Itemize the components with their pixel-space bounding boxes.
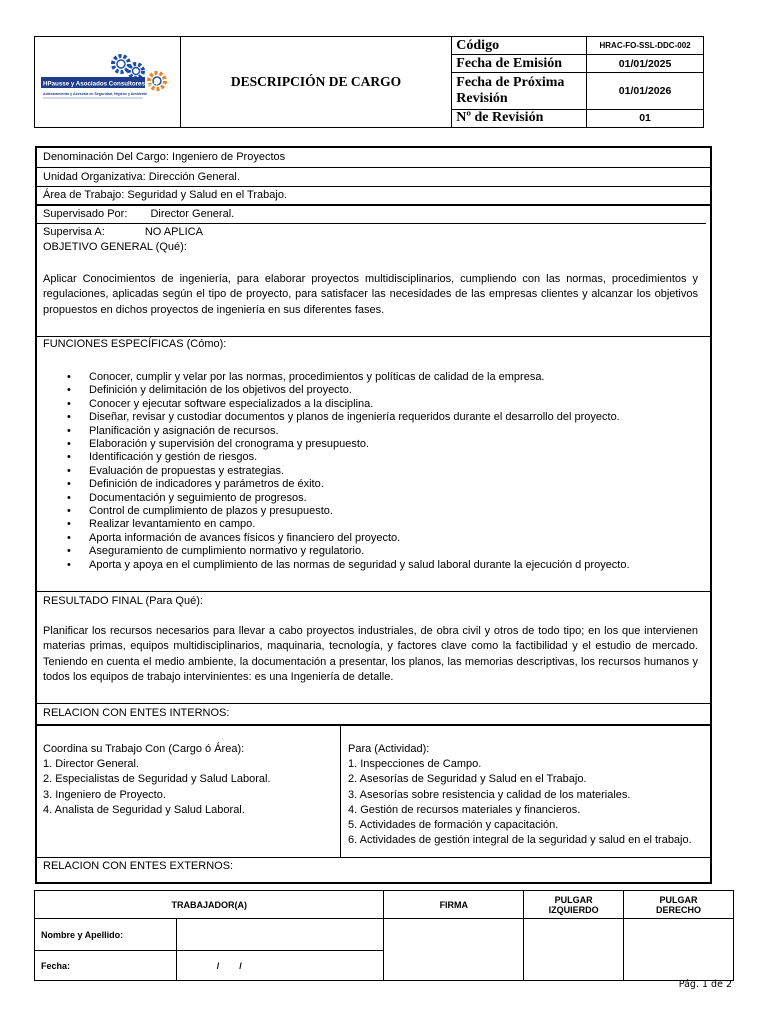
area-row: Área de Trabajo: Seguridad y Salud en el Trabajo.: [37, 187, 710, 206]
nombre-label: Nombre y Apellido:: [35, 919, 177, 951]
pulgar-der-line1: PULGAR: [659, 894, 698, 905]
nombre-field[interactable]: [176, 919, 384, 951]
pulgar-derecho-field[interactable]: [624, 919, 734, 981]
para-column: [348, 742, 708, 849]
funciones-list: [67, 371, 630, 572]
supervisado-label: Supervisado Por:: [43, 208, 128, 220]
pulgar-izq-line2: IZQUIERDO: [548, 904, 599, 915]
pulgar-izq-line1: PULGAR: [554, 894, 593, 905]
coordina-column: [43, 742, 338, 818]
proxima-revision-label: [452, 73, 587, 109]
signature-table: [34, 890, 734, 981]
pulgar-der-line2: DERECHO: [656, 904, 702, 915]
funciones-section: [37, 337, 710, 592]
para-heading: Para (Actividad):: [348, 743, 430, 755]
supervisa-row: [37, 224, 710, 240]
document-title: DESCRIPCIÓN DE CARGO: [180, 37, 452, 128]
coordina-heading: Coordina su Trabajo Con (Cargo ó Área):: [43, 743, 245, 755]
job-description-form: [35, 146, 712, 884]
proxima-revision-value: 01/01/2026: [587, 73, 704, 109]
externos-heading: RELACION CON ENTES EXTERNOS:: [43, 860, 234, 872]
emision-label: Fecha de Emisión: [452, 55, 587, 73]
supervisado-value: Director General.: [150, 208, 235, 220]
list-item: • Planificación y asignación de recursos.: [67, 425, 630, 438]
list-item: • Evaluación de propuestas y estrategias.: [67, 465, 630, 478]
list-item: • Aporta información de avances físicos y financiero del proyecto.: [67, 532, 630, 545]
revision-label: Nº de Revisión: [452, 109, 587, 127]
pulgar-derecho-header: [624, 891, 734, 919]
list-item: • Aporta y apoya en el cumplimiento de las normas de seguridad y salud laboral durante la ejecución d proyecto.: [67, 559, 630, 572]
unidad-row: Unidad Organizativa: Dirección General.: [37, 168, 710, 187]
internos-section: [37, 726, 710, 858]
codigo-value: HRAC-FO-SSL-DDC-002: [587, 37, 704, 55]
supervisa-value: NO APLICA: [144, 226, 203, 238]
supervisado-row: [37, 206, 706, 224]
resultado-section: [37, 592, 710, 704]
list-item: 1. Director General.: [43, 758, 139, 770]
pulgar-izquierdo-field[interactable]: [524, 919, 624, 981]
page-number: Pág. 1 de 2: [678, 979, 732, 990]
list-item: 3. Asesorías sobre resistencia y calidad de los materiales.: [348, 788, 631, 801]
logo-company-name: HPausse y Asociados Consultores C.A.: [43, 80, 159, 88]
logo-cell: [35, 37, 181, 128]
emision-value: 01/01/2025: [587, 55, 704, 73]
document-header: [34, 36, 704, 128]
para-list: [348, 757, 708, 849]
proxima-label-line1: Fecha de Próxima: [456, 75, 565, 91]
gear-icon: [113, 56, 129, 72]
resultado-heading: RESULTADO FINAL (Para Qué):: [43, 595, 203, 607]
list-item: 5. Actividades de formación y capacitación.: [348, 819, 559, 832]
list-item: 2. Especialistas de Seguridad y Salud Laboral.: [43, 773, 271, 786]
fecha-label: Fecha:: [35, 951, 177, 981]
list-item: 2. Asesorías de Seguridad y Salud en el Trabajo.: [348, 773, 587, 786]
list-item: • Elaboración y supervisión del cronograma y presupuesto.: [67, 438, 630, 451]
trabajador-header: TRABAJADOR(A): [35, 891, 384, 919]
list-item: • Definición y delimitación de los objetivos del proyecto.: [67, 384, 630, 397]
internos-heading: RELACION CON ENTES INTERNOS:: [37, 704, 710, 726]
list-item: 3. Ingeniero de Proyecto.: [43, 788, 166, 801]
list-item: 4. Gestión de recursos materiales y financieros.: [348, 803, 581, 816]
list-item: • Definición de indicadores y parámetros de éxito.: [67, 478, 630, 491]
list-item: 4. Analista de Seguridad y Salud Laboral.: [43, 803, 245, 816]
list-item: • Aseguramiento de cumplimiento normativo y regulatorio.: [67, 545, 630, 558]
list-item: • Diseñar, revisar y custodiar documentos y planos de ingeniería requeridos durante el desarrollo del proyecto.: [67, 411, 630, 424]
list-item: 6. Actividades de gestión integral de la seguridad y salud en el trabajo.: [348, 834, 692, 847]
funciones-heading: FUNCIONES ESPECÍFICAS (Cómo):: [43, 338, 227, 350]
list-item: • Conocer y ejecutar software especializados a la disciplina.: [67, 398, 630, 411]
objetivo-text: Aplicar Conocimientos de ingeniería, para elaborar proyectos multidisciplinarios, cumpliendo con las normas, procedimientos y regulaciones, aplicadas según el tipo de proyecto, para satisfacer las necesidades de las empresas clientes y alcanzar los objetivos propuestos en dichos proyectos de ingeniería en sus diferentes fases.: [43, 273, 698, 316]
firma-header: FIRMA: [384, 891, 524, 919]
coordina-list: [43, 757, 338, 818]
gear-icon: [129, 64, 143, 78]
list-item: • Identificación y gestión de riesgos.: [67, 451, 630, 464]
fecha-field[interactable]: / /: [176, 951, 384, 981]
list-item: • Conocer, cumplir y velar por las normas, procedimientos y políticas de calidad de la empresa.: [67, 371, 630, 384]
objetivo-section: [37, 240, 710, 337]
list-item: 1. Inspecciones de Campo.: [348, 758, 482, 770]
column-divider: [340, 726, 341, 857]
supervisa-label: Supervisa A:: [43, 226, 105, 238]
codigo-label: Código: [452, 37, 587, 55]
pulgar-izquierdo-header: [524, 891, 624, 919]
firma-field[interactable]: [384, 919, 524, 981]
revision-value: 01: [587, 109, 704, 127]
denominacion-row: Denominación Del Cargo: Ingeniero de Proyectos: [37, 148, 710, 168]
resultado-text: Planificar los recursos necesarios para llevar a cabo proyectos industriales, de obra civil y otros de todo tipo; en los que intervienen materias primas, equipos multidisciplinarios, maquinaria, tecnología, y factores clave como la factibilidad y el estudio de mercado. Teniendo en cuenta el medio ambiente, la documentación a presentar, los planos, las memorias descriptivas, los recursos humanos y todos los equipos de trabajo intervinientes: es una Ingeniería de detalle.: [43, 625, 698, 683]
list-item: • Control de cumplimiento de plazos y presupuesto.: [67, 505, 630, 518]
logo-tagline: Adiestramiento y Asesoría en Seguridad, Higiene y Ambiente: [43, 92, 148, 96]
list-item: • Realizar levantamiento en campo.: [67, 518, 630, 531]
proxima-label-line2: Revisión: [456, 91, 508, 107]
company-logo: [35, 37, 179, 127]
objetivo-heading: OBJETIVO GENERAL (Qué):: [43, 241, 187, 253]
list-item: • Documentación y seguimiento de progresos.: [67, 492, 630, 505]
